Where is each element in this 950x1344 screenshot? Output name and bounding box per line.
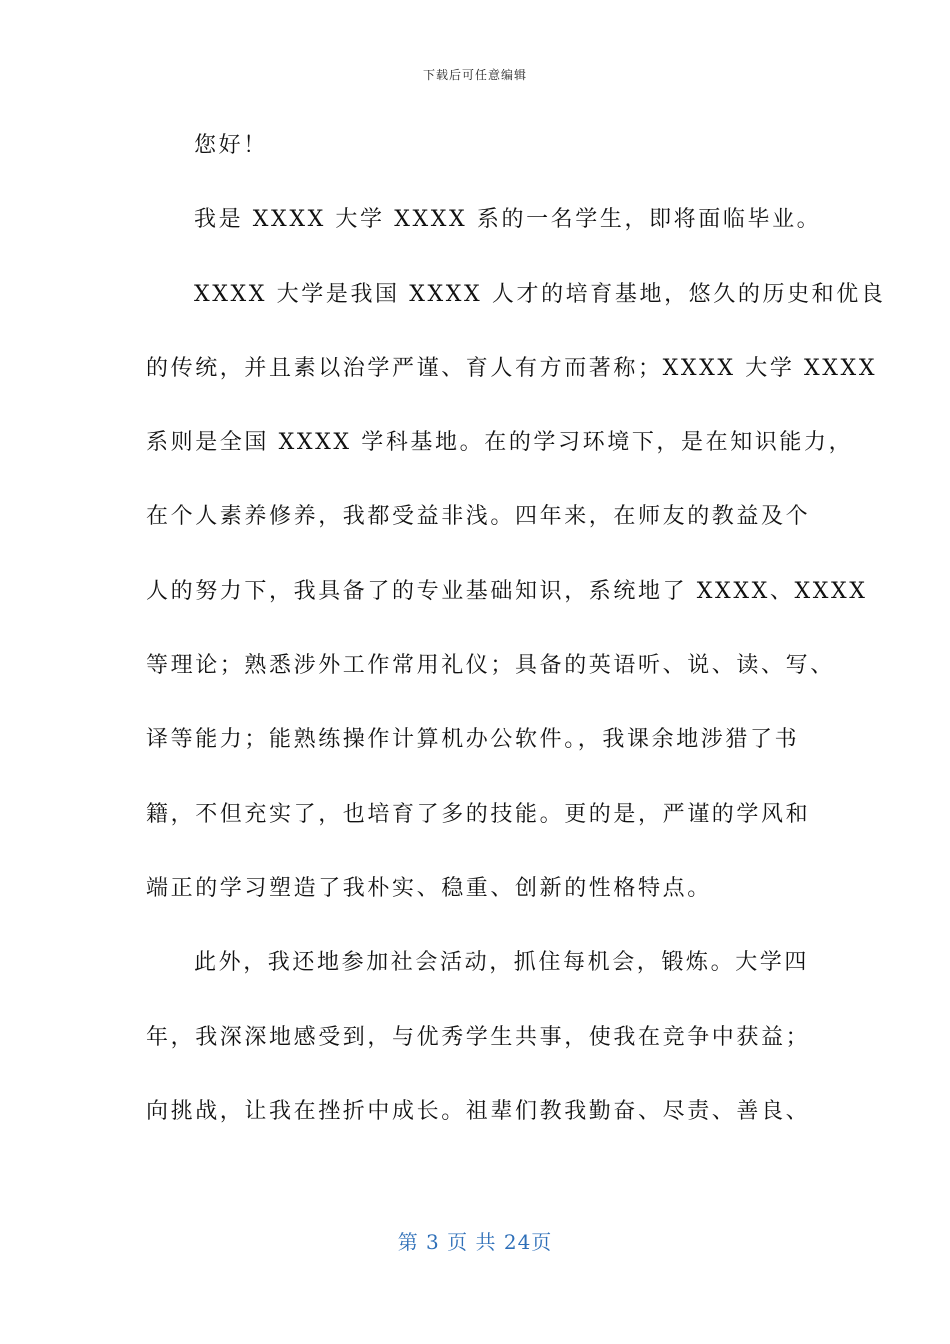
paragraph-line: 籍，不但充实了，也培育了多的技能。更的是，严谨的学风和 — [146, 801, 811, 827]
paragraph-line: 的传统，并且素以治学严谨、育人有方而著称；XXXX 大学 XXXX — [146, 355, 878, 381]
page-number: 第 3 页 共 24页 — [397, 1230, 553, 1254]
paragraph-line: 此外，我还地参加社会活动，抓住每机会，锻炼。大学四 — [194, 950, 810, 976]
paragraph-line: 等理论；熟悉涉外工作常用礼仪；具备的英语听、说、读、写、 — [146, 653, 835, 679]
paragraph-line: 端正的学习塑造了我朴实、稳重、创新的性格特点。 — [146, 875, 712, 901]
paragraph-line: 在个人素养修养，我都受益非浅。四年来，在师友的教益及个 — [146, 504, 811, 530]
paragraph-line: 系则是全国 XXXX 学科基地。在的学习环境下，是在知识能力， — [146, 430, 854, 456]
paragraph-line: 向挑战，让我在挫折中成长。祖辈们教我勤奋、尽责、善良、 — [146, 1098, 811, 1124]
paragraph-line: 年，我深深地感受到，与优秀学生共事，使我在竞争中获益； — [146, 1024, 811, 1050]
document-body — [146, 126, 886, 1166]
header-note: 下载后可任意编辑 — [422, 68, 527, 82]
paragraph-line: 人的努力下，我具备了的专业基础知识，系统地了 XXXX、XXXX — [146, 578, 868, 604]
paragraph-line: 我是 XXXX 大学 XXXX 系的一名学生，即将面临毕业。 — [194, 207, 822, 233]
paragraph-line: XXXX 大学是我国 XXXX 人才的培育基地，悠久的历史和优良 — [194, 281, 886, 307]
greeting-line: 您好！ — [194, 133, 268, 158]
paragraph-line: 译等能力；能熟练操作计算机办公软件。，我课余地涉猎了书 — [146, 727, 800, 753]
